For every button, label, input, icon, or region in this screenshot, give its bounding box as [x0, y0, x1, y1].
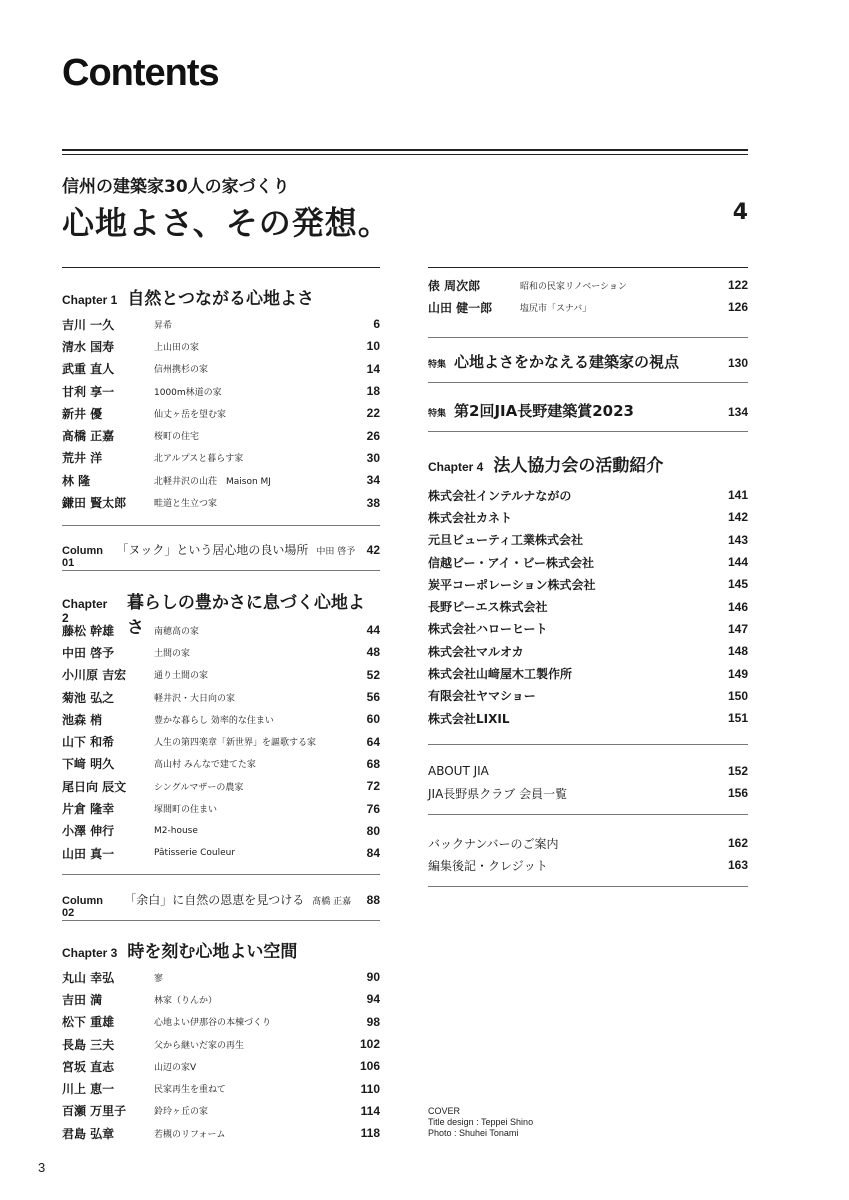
entry-title: JIA長野県クラブ 会員一覧 [428, 786, 568, 801]
page-number: 26 [366, 428, 380, 443]
company-entry[interactable] [428, 484, 748, 506]
page-number: 152 [727, 764, 748, 779]
page-number: 14 [366, 361, 380, 376]
page-number: 48 [366, 645, 380, 660]
work-title: 通り土間の家 [154, 671, 209, 682]
company-entry[interactable] [428, 595, 748, 617]
page-number: 130 [727, 356, 748, 370]
page-folio: 3 [38, 1160, 46, 1175]
misc-entry[interactable] [428, 760, 748, 782]
divider [428, 337, 748, 338]
toc-entry[interactable] [62, 491, 380, 513]
work-title: 高山村 みんなで建てた家 [154, 760, 256, 771]
divider [62, 525, 380, 526]
author-name: 下﨑 明久 [62, 757, 115, 772]
author-name: 髙橋 正嘉 [62, 429, 115, 444]
work-title: 人生の第四楽章「新世界」を謳歌する家 [154, 738, 317, 749]
company-name: 株式会社LIXIL [428, 711, 510, 726]
feature-label: 特集 [428, 360, 447, 370]
page-number: 162 [727, 836, 748, 851]
page-number: 80 [366, 823, 380, 838]
author-name: 宮坂 直志 [62, 1059, 115, 1074]
column-author: 中田 啓予 [316, 547, 356, 557]
chapter-3-continued-list [428, 274, 748, 319]
feature-main-title[interactable]: 心地よさ、その発想。 [62, 204, 391, 242]
work-title: 1000m林道の家 [154, 387, 222, 398]
company-name: 長野ピーエス株式会社 [428, 600, 548, 615]
company-entry[interactable] [428, 685, 748, 707]
author-name: 俵 周次郎 [428, 278, 481, 293]
toc-entry[interactable] [428, 274, 748, 296]
author-name: 片倉 隆幸 [62, 802, 115, 817]
toc-entry[interactable] [62, 469, 380, 491]
author-name: 長島 三夫 [62, 1037, 115, 1052]
column-author: 髙橋 正嘉 [312, 897, 352, 907]
divider [428, 382, 748, 383]
chapter-label: Chapter 3 [62, 946, 118, 960]
column-label: Column 01 [62, 545, 103, 569]
page-number: 110 [360, 1081, 380, 1096]
chapter-3-list [62, 966, 380, 1144]
work-title: 林家（りんか） [154, 995, 218, 1006]
page-number: 98 [366, 1014, 380, 1029]
author-name: 清水 国寿 [62, 339, 115, 354]
feature-label: 特集 [428, 409, 447, 419]
page-number: 34 [366, 473, 380, 488]
page-number: 72 [366, 779, 380, 794]
page-number: 126 [727, 300, 748, 315]
toc-entry[interactable] [62, 730, 380, 752]
company-name: 株式会社ハローヒート [428, 622, 548, 637]
right-column-rule [428, 267, 748, 268]
page-number: 88 [366, 893, 380, 907]
toc-entry[interactable] [62, 641, 380, 663]
feature-1-entry[interactable] [428, 351, 748, 372]
work-title: Pâtisserie Couleur [154, 848, 236, 859]
page-number: 52 [366, 667, 380, 682]
company-name: 株式会社カネト [428, 510, 513, 525]
company-name: 有限会社ヤマショー [428, 689, 536, 704]
toc-entry[interactable] [62, 424, 380, 446]
page-number: 68 [366, 756, 380, 771]
author-name: 小澤 伸行 [62, 824, 115, 839]
page-number: 146 [727, 599, 748, 614]
work-title: 上山田の家 [154, 342, 200, 353]
work-title: 信州携杉の家 [154, 365, 209, 376]
author-name: 鎌田 賢太郎 [62, 496, 127, 511]
work-title: 山辺の家V [154, 1062, 197, 1073]
work-title: 若槻のリフォーム [154, 1129, 226, 1140]
page-number: 64 [366, 734, 380, 749]
company-name: 元旦ビューティ工業株式会社 [428, 533, 584, 548]
page-number: 145 [727, 577, 748, 592]
page-number: 18 [366, 384, 380, 399]
toc-entry[interactable] [62, 797, 380, 819]
author-name: 吉川 一久 [62, 317, 115, 332]
work-title: 民家再生を重ねて [154, 1085, 226, 1096]
chapter-heading[interactable] [62, 284, 380, 309]
author-name: 尾日向 辰文 [62, 779, 127, 794]
page-number: 118 [360, 1126, 380, 1141]
cover-title-design: Title design : Teppei Shino [428, 1117, 534, 1127]
company-entry[interactable] [428, 551, 748, 573]
author-name: 小川原 吉宏 [62, 668, 127, 683]
author-name: 吉田 満 [62, 992, 103, 1007]
author-name: 藤松 幹雄 [62, 623, 115, 638]
work-title: 心地よい伊那谷の本棟づくり [154, 1018, 272, 1029]
left-column-rule [62, 267, 380, 268]
toc-entry[interactable] [62, 1033, 380, 1055]
work-title: 昭和の民家リノベーション [520, 281, 627, 292]
work-title: 土間の家 [154, 648, 191, 659]
toc-entry[interactable] [62, 708, 380, 730]
toc-entry[interactable] [62, 1100, 380, 1122]
column-title: 「余白」に自然の恩恵を見つける [124, 893, 305, 907]
page-number: 114 [360, 1103, 380, 1118]
author-name: 池森 梢 [62, 712, 103, 727]
header-rule [62, 149, 748, 155]
page-number: 156 [727, 786, 748, 801]
entry-title: バックナンバーのご案内 [428, 836, 559, 851]
page-number: 56 [366, 690, 380, 705]
page-number: 10 [366, 339, 380, 354]
author-name: 荒井 洋 [62, 451, 103, 466]
entry-title: 編集後記・クレジット [428, 858, 548, 873]
page-number: 94 [366, 992, 380, 1007]
work-title: 北アルプスと暮らす家 [154, 454, 244, 465]
chapter-heading[interactable] [428, 451, 748, 476]
toc-entry[interactable] [62, 1077, 380, 1099]
column-title: 「ヌック」という居心地の良い場所 [116, 543, 309, 557]
toc-entry[interactable] [62, 313, 380, 335]
cover-credit [428, 1106, 533, 1139]
chapter-title: 時を刻む心地よい空間 [127, 942, 298, 962]
toc-entry[interactable] [62, 686, 380, 708]
cover-label: COVER [428, 1106, 461, 1116]
toc-entry[interactable] [62, 988, 380, 1010]
divider [428, 744, 748, 745]
work-title: 軽井沢・大日向の家 [154, 693, 236, 704]
author-name: 武重 直人 [62, 362, 115, 377]
toc-entry[interactable] [62, 664, 380, 686]
page-number: 6 [373, 317, 380, 332]
chapter-label: Chapter 2 [62, 597, 108, 625]
page-number: 148 [727, 644, 748, 659]
page-number: 134 [727, 405, 748, 419]
backmatter-list [428, 832, 748, 877]
page-number: 60 [366, 712, 380, 727]
author-name: 菊池 弘之 [62, 690, 115, 705]
author-name: 新井 優 [62, 406, 103, 421]
toc-entry[interactable] [62, 619, 380, 641]
work-title: 北軽井沢の山荘 Maison MJ [154, 476, 271, 487]
page-number: 30 [366, 450, 380, 465]
chapter-label: Chapter 4 [428, 460, 484, 474]
work-title: 昇希 [154, 320, 173, 331]
chapter-title: 法人協力会の活動紹介 [493, 456, 664, 476]
company-name: 信越ビー・アイ・ビー株式会社 [428, 555, 594, 570]
toc-entry[interactable] [62, 1011, 380, 1033]
author-name: 山田 真一 [62, 846, 115, 861]
divider [62, 874, 380, 875]
company-entry[interactable] [428, 640, 748, 662]
chapter-1-list [62, 313, 380, 514]
toc-entry[interactable] [62, 447, 380, 469]
page-number: 84 [366, 846, 380, 861]
author-name: 君島 弘章 [62, 1126, 115, 1141]
chapter-4-list [428, 484, 748, 729]
work-title: シングルマザーの農家 [154, 782, 244, 793]
company-entry[interactable] [428, 573, 748, 595]
toc-entry[interactable] [62, 820, 380, 842]
toc-entry[interactable] [62, 380, 380, 402]
author-name: 甘利 享一 [62, 384, 115, 399]
divider [62, 570, 380, 571]
chapter-1-section [62, 284, 380, 309]
feature-2-entry[interactable] [428, 400, 748, 421]
page-number: 22 [366, 406, 380, 421]
misc-entry[interactable] [428, 782, 748, 804]
page-number: 42 [366, 543, 380, 557]
cover-photo: Photo : Shuhei Tonami [428, 1128, 519, 1138]
misc-entry[interactable] [428, 832, 748, 854]
work-title: 鈴玲ヶ丘の家 [154, 1107, 209, 1118]
divider [428, 814, 748, 815]
column-02-entry[interactable] [62, 891, 380, 919]
toc-entry[interactable] [428, 296, 748, 318]
entry-title: ABOUT JIA [428, 764, 489, 779]
divider [62, 920, 380, 921]
work-title: 寥 [154, 973, 164, 984]
company-entry[interactable] [428, 618, 748, 640]
company-entry[interactable] [428, 707, 748, 729]
divider [428, 886, 748, 887]
feature-subtitle: 信州の建築家30人の家づくり [62, 177, 290, 197]
company-name: 株式会社インテルナながの [428, 488, 572, 503]
page-number: 149 [727, 666, 748, 681]
chapter-2-list [62, 619, 380, 864]
chapter-heading[interactable] [62, 937, 380, 962]
company-name: 株式会社マルオカ [428, 644, 524, 659]
chapter-label: Chapter 1 [62, 293, 118, 307]
page-number: 106 [359, 1059, 380, 1074]
author-name: 川上 恵一 [62, 1082, 115, 1097]
page-number: 151 [727, 711, 748, 726]
page-title: Contents [62, 52, 219, 94]
toc-entry[interactable] [62, 966, 380, 988]
work-title: 父から継いだ家の再生 [154, 1040, 245, 1051]
divider [428, 431, 748, 432]
work-title: 南穂高の家 [154, 626, 200, 637]
work-title: 仙丈ヶ岳を望む家 [154, 409, 227, 420]
work-title: M2-house [154, 825, 198, 836]
author-name: 百瀬 万里子 [62, 1104, 127, 1119]
chapter-3-section [62, 937, 380, 962]
page-number: 122 [727, 278, 748, 293]
page-number: 90 [366, 970, 380, 985]
author-name: 山田 健一郎 [428, 300, 493, 315]
company-entry[interactable] [428, 662, 748, 684]
company-name: 株式会社山﨑屋木工製作所 [428, 667, 573, 682]
work-title: 豊かな暮らし 効率的な住まい [154, 715, 274, 726]
toc-entry[interactable] [62, 775, 380, 797]
toc-entry[interactable] [62, 335, 380, 357]
toc-entry[interactable] [62, 1122, 380, 1144]
page-number: 147 [727, 621, 748, 636]
work-title: 塚間町の住まい [154, 805, 218, 816]
author-name: 丸山 幸弘 [62, 970, 115, 985]
author-name: 中田 啓予 [62, 645, 115, 660]
toc-entry[interactable] [62, 1055, 380, 1077]
toc-entry[interactable] [62, 842, 380, 864]
page-number: 142 [727, 510, 748, 525]
page-number: 163 [727, 858, 748, 873]
chapter-4-section [428, 451, 748, 476]
company-name: 炭平コーポレーション株式会社 [428, 577, 596, 592]
author-name: 松下 重雄 [62, 1015, 115, 1030]
page-number: 44 [366, 623, 380, 638]
misc-entry[interactable] [428, 854, 748, 876]
toc-entry[interactable] [62, 402, 380, 424]
page-number: 102 [359, 1037, 380, 1052]
toc-entry[interactable] [62, 358, 380, 380]
page-number: 144 [727, 555, 748, 570]
author-name: 山下 和希 [62, 735, 115, 750]
column-label: Column 02 [62, 895, 103, 919]
chapter-title: 暮らしの豊かさに息づく心地よさ [126, 593, 365, 638]
work-title: 畦道と生立つ家 [154, 499, 218, 510]
toc-entry[interactable] [62, 753, 380, 775]
page-number: 143 [727, 532, 748, 547]
author-name: 林 隆 [62, 473, 91, 488]
feature-title: 第2回JIA長野建築賞2023 [454, 402, 634, 420]
work-title: 塩尻市「スナバ」 [520, 303, 592, 314]
page-number: 38 [366, 495, 380, 510]
column-01-entry[interactable] [62, 541, 380, 569]
about-list [428, 760, 748, 805]
feature-title: 心地よさをかなえる建築家の視点 [454, 353, 680, 371]
company-entry[interactable] [428, 506, 748, 528]
company-entry[interactable] [428, 529, 748, 551]
chapter-title: 自然とつながる心地よさ [127, 289, 315, 309]
page-number: 150 [727, 688, 748, 703]
page-number: 76 [366, 801, 380, 816]
page-number: 141 [727, 488, 748, 503]
work-title: 桜町の住宅 [154, 432, 200, 443]
feature-main-page: 4 [732, 200, 748, 225]
